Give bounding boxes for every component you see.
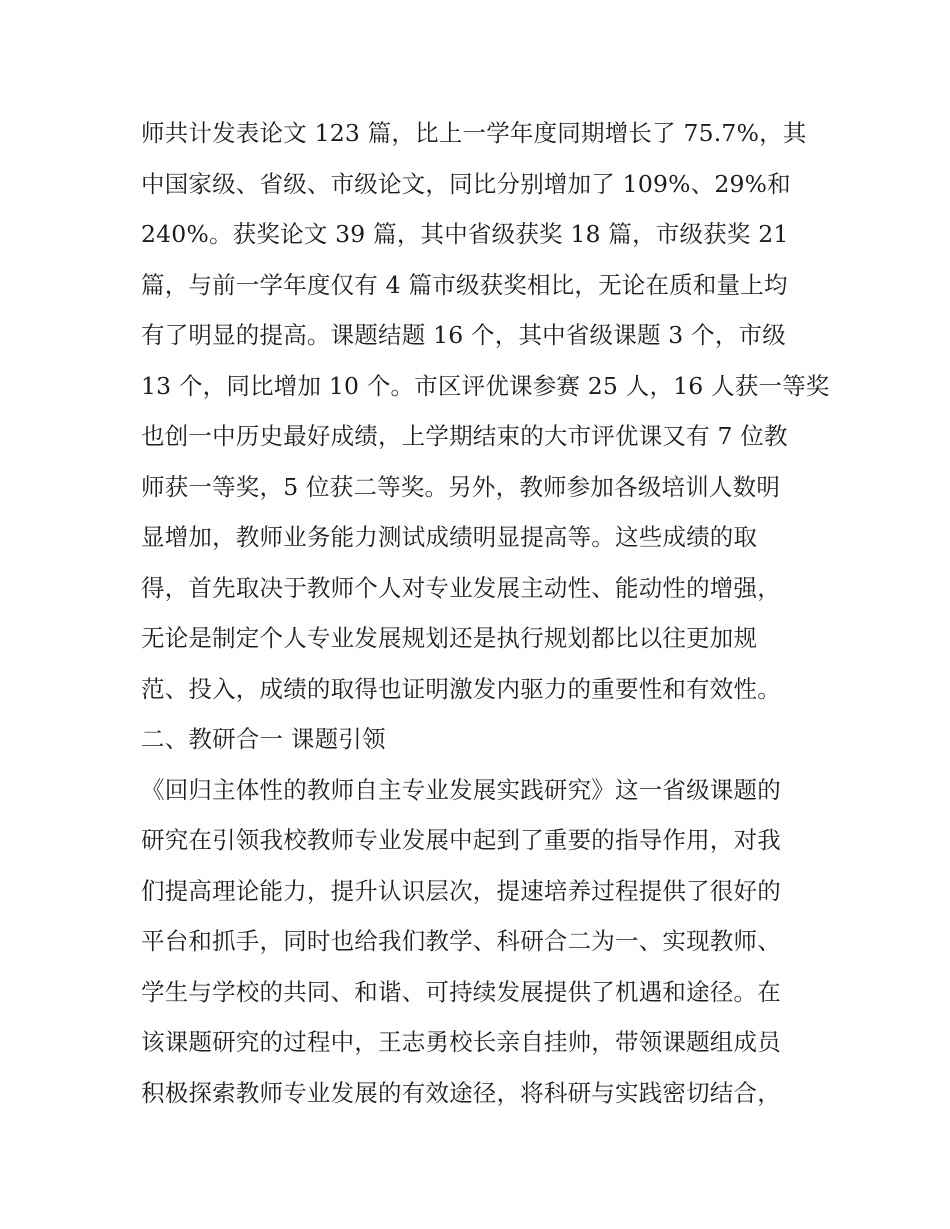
text-line: 该课题研究的过程中，王志勇校长亲自挂帅，带领课题组成员 — [141, 1028, 781, 1056]
text-line: 显增加，教师业务能力测试成绩明显提高等。这些成绩的取 — [141, 523, 758, 551]
text-line: 师获一等奖，5 位获二等奖。另外，教师参加各级培训人数明 — [141, 472, 781, 501]
text-line: 中国家级、省级、市级论文，同比分别增加了 109%、29%和 — [141, 169, 791, 198]
text-line: 师共计发表论文 123 篇，比上一学年度同期增长了 75.7%，其 — [141, 119, 807, 147]
text-line: 范、投入，成绩的取得也证明激发内驱力的重要性和有效性。 — [141, 674, 781, 703]
text-line: 学生与学校的共同、和谐、可持续发展提供了机遇和途径。在 — [141, 977, 781, 1006]
text-line: 们提高理论能力，提升认识层次，提速培养过程提供了很好的 — [141, 876, 781, 905]
text-line: 研究在引领我校教师专业发展中起到了重要的指导作用，对我 — [141, 826, 781, 854]
text-line: 篇，与前一学年度仅有 4 篇市级获奖相比，无论在质和量上均 — [141, 270, 788, 299]
text-line: 无论是制定个人专业发展规划还是执行规划都比以往更加规 — [141, 624, 758, 652]
text-line: 有了明显的提高。课题结题 16 个，其中省级课题 3 个，市级 — [141, 321, 786, 349]
body-text — [141, 108, 841, 1118]
text-line: 也创一中历史最好成绩，上学期结束的大市评优课又有 7 位教 — [141, 422, 788, 450]
text-line: 240%。获奖论文 39 篇，其中省级获奖 18 篇，市级获奖 21 — [141, 220, 789, 248]
text-line: 13 个，同比增加 10 个。市区评优课参赛 25 人，16 人获一等奖 — [141, 371, 830, 400]
section-heading: 二、教研合一 课题引领 — [141, 725, 386, 753]
text-line: 平台和抓手，同时也给我们教学、科研合二为一、实现教师、 — [141, 927, 781, 955]
text-line: 得，首先取决于教师个人对专业发展主动性、能动性的增强， — [141, 573, 781, 602]
text-line: 《回归主体性的教师自主专业发展实践研究》这一省级课题的 — [141, 775, 781, 804]
text-line: 积极探索教师专业发展的有效途径，将科研与实践密切结合， — [141, 1078, 781, 1107]
